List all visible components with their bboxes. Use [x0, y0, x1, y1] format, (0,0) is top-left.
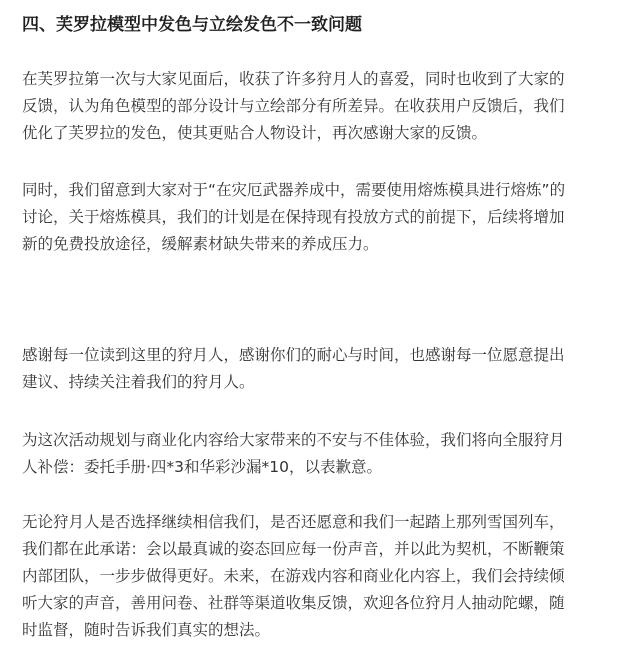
paragraph-line: 建议、持续关注着我们的狩月人。 — [22, 373, 255, 391]
paragraph-line: 人补偿：委托手册·四*3和华彩沙漏*10，以表歉意。 — [22, 458, 383, 476]
paragraph-commitment — [22, 509, 620, 644]
paragraph-smelting-mold — [22, 177, 620, 258]
paragraph-model-hair-color — [22, 66, 620, 147]
paragraph-line: 在芙罗拉第一次与大家见面后，收获了许多狩月人的喜爱，同时也收到了大家的 — [22, 70, 565, 88]
paragraph-line: 内部团队，一步步做得更好。未来，在游戏内容和商业化内容上，我们会持续倾 — [22, 567, 565, 585]
paragraph-line: 反馈，认为角色模型的部分设计与立绘部分有所差异。在收获用户反馈后，我们 — [22, 97, 565, 115]
paragraph-line: 讨论，关于熔炼模具，我们的计划是在保持现有投放方式的前提下，后续将增加 — [22, 208, 565, 226]
paragraph-line: 为这次活动规划与商业化内容给大家带来的不安与不佳体验，我们将向全服狩月 — [22, 431, 565, 449]
paragraph-line: 时监督，随时告诉我们真实的想法。 — [22, 621, 271, 639]
paragraph-line: 听大家的声音，善用问卷、社群等渠道收集反馈，欢迎各位狩月人抽动陀螺，随 — [22, 594, 565, 612]
paragraph-line: 新的免费投放途径，缓解素材缺失带来的养成压力。 — [22, 235, 379, 253]
paragraph-line: 我们都在此承诺：会以最真诚的姿态回应每一份声音，并以此为契机，不断鞭策 — [22, 540, 565, 558]
paragraph-line: 优化了芙罗拉的发色，使其更贴合人物设计，再次感谢大家的反馈。 — [22, 124, 488, 142]
paragraph-line: 感谢每一位读到这里的狩月人，感谢你们的耐心与时间，也感谢每一位愿意提出 — [22, 346, 565, 364]
section-heading: 四、芙罗拉模型中发色与立绘发色不一致问题 — [22, 15, 362, 35]
paragraph-thanks — [22, 342, 620, 396]
paragraph-compensation — [22, 427, 620, 481]
paragraph-line: 无论狩月人是否选择继续相信我们，是否还愿意和我们一起踏上那列雪国列车， — [22, 513, 565, 531]
paragraph-line: 同时，我们留意到大家对于“在灾厄武器养成中，需要使用熔炼模具进行熔炼”的 — [22, 181, 566, 199]
